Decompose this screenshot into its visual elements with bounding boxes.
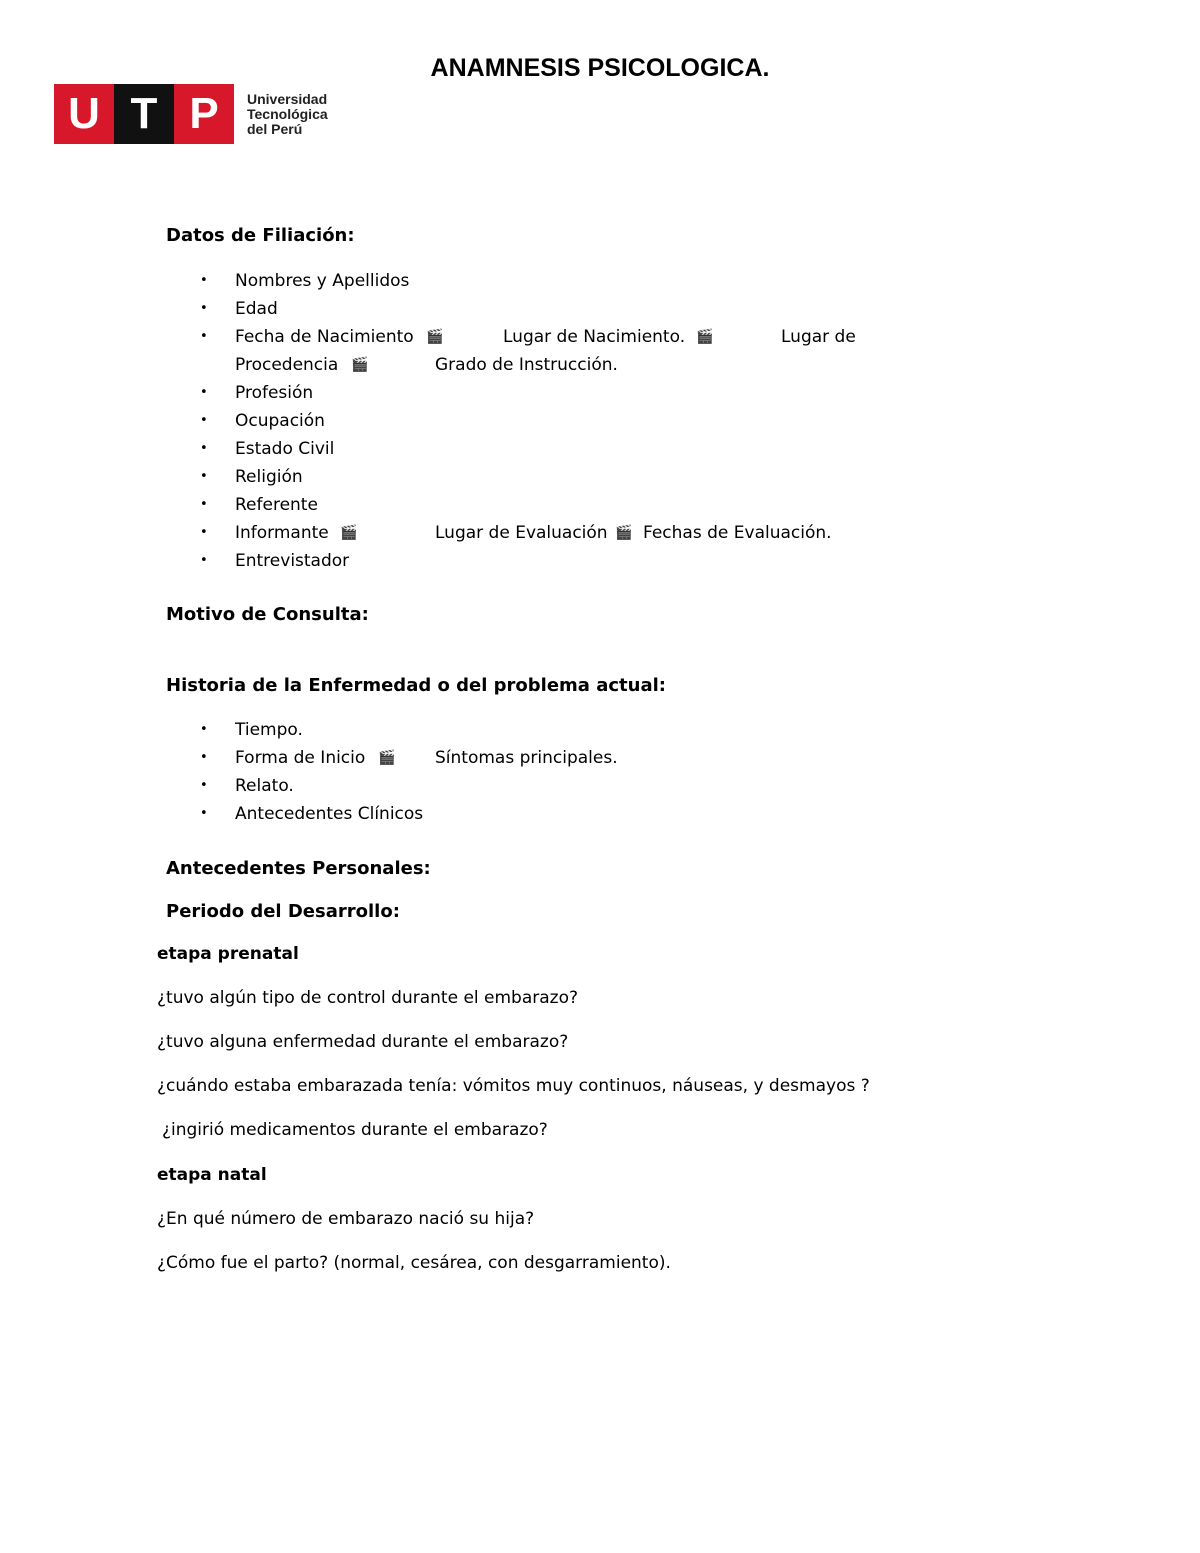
utp-logo [54,84,328,144]
row-forma-inicio [235,744,618,772]
clapperboard-icon: 🎬 [378,750,396,766]
item-relato: Relato. [235,776,294,796]
row-nacimiento [235,323,856,351]
list-item [200,800,423,828]
subheading-etapa-natal: etapa natal [157,1165,267,1185]
item-informante: • Informante [235,523,329,543]
clapperboard-icon: 🎬 [426,329,444,345]
item-edad: Edad [235,299,278,319]
filiacion-list [200,267,856,575]
list-item [200,407,409,435]
row-informante [235,519,832,547]
page-title: ANAMNESIS PSICOLOGICA. [430,54,770,82]
question-prenatal-1: ¿tuvo algún tipo de control durante el embarazo? [157,988,579,1008]
clapperboard-icon: 🎬 [340,525,358,541]
item-lugar-evaluacion: Lugar de Evaluación [435,523,608,543]
list-item [200,491,409,519]
clapperboard-icon: 🎬 [696,329,714,345]
item-estado-civil: Estado Civil [235,439,335,459]
list-item [200,463,409,491]
list-item [200,547,409,575]
list-item [200,435,409,463]
item-entrevistador: Entrevistador [235,551,350,571]
logo-name-line-1: Universidad [247,90,328,107]
item-fecha-nacimiento: • Fecha de Nacimiento [235,327,414,347]
item-referente: Referente [235,495,318,515]
list-item [200,744,618,772]
list-item [200,716,423,744]
section-heading-motivo: Motivo de Consulta: [166,604,369,625]
list-item [200,295,409,323]
clapperboard-icon: 🎬 [615,525,633,541]
item-lugar-nacimiento: Lugar de Nacimiento. [503,327,686,347]
list-item [200,323,856,379]
item-sintomas: Síntomas principales. [435,748,618,768]
item-lugar-de: Lugar de [781,327,856,347]
logo-letter-p: P [174,84,234,144]
item-procedencia: Procedencia [235,355,339,375]
item-religion: Religión [235,467,303,487]
item-nombres: Nombres y Apellidos [235,271,410,291]
logo-name-line-2: Tecnológica [247,105,328,122]
item-profesion: Profesión [235,383,314,403]
clapperboard-icon: 🎬 [351,357,369,373]
item-ocupacion: Ocupación [235,411,325,431]
item-fechas-evaluacion: Fechas de Evaluación. [643,523,832,543]
item-forma-inicio: • Forma de Inicio [235,748,366,768]
list-item [200,772,423,800]
item-grado-instruccion: Grado de Instrucción. [435,355,618,375]
logo-letter-u: U [54,84,114,144]
section-heading-antecedentes: Antecedentes Personales: [166,858,431,879]
question-prenatal-4: ¿ingirió medicamentos durante el embarazo? [162,1120,548,1140]
logo-letter-t: T [114,84,174,144]
question-natal-1: ¿En qué número de embarazo nació su hija? [157,1209,535,1229]
logo-name-line-3: del Perú [247,120,303,137]
section-heading-desarrollo: Periodo del Desarrollo: [166,901,400,922]
item-antecedentes-clinicos: Antecedentes Clínicos [235,804,424,824]
section-heading-filiacion: Datos de Filiación: [166,225,355,246]
item-tiempo: Tiempo. [235,720,303,740]
section-heading-historia: Historia de la Enfermedad o del problema actual: [166,675,666,696]
question-prenatal-3: ¿cuándo estaba embarazada tenía: vómitos muy continuos, náuseas, y desmayos ? [157,1076,870,1096]
question-natal-2: ¿Cómo fue el parto? (normal, cesárea, con desgarramiento). [157,1253,671,1273]
row-procedencia [235,351,618,379]
list-item [200,379,409,407]
subheading-etapa-prenatal: etapa prenatal [157,944,299,964]
logo-university-name [247,92,328,137]
historia-list [200,716,618,828]
list-item [200,519,832,547]
question-prenatal-2: ¿tuvo alguna enfermedad durante el embarazo? [157,1032,569,1052]
list-item [200,267,409,295]
